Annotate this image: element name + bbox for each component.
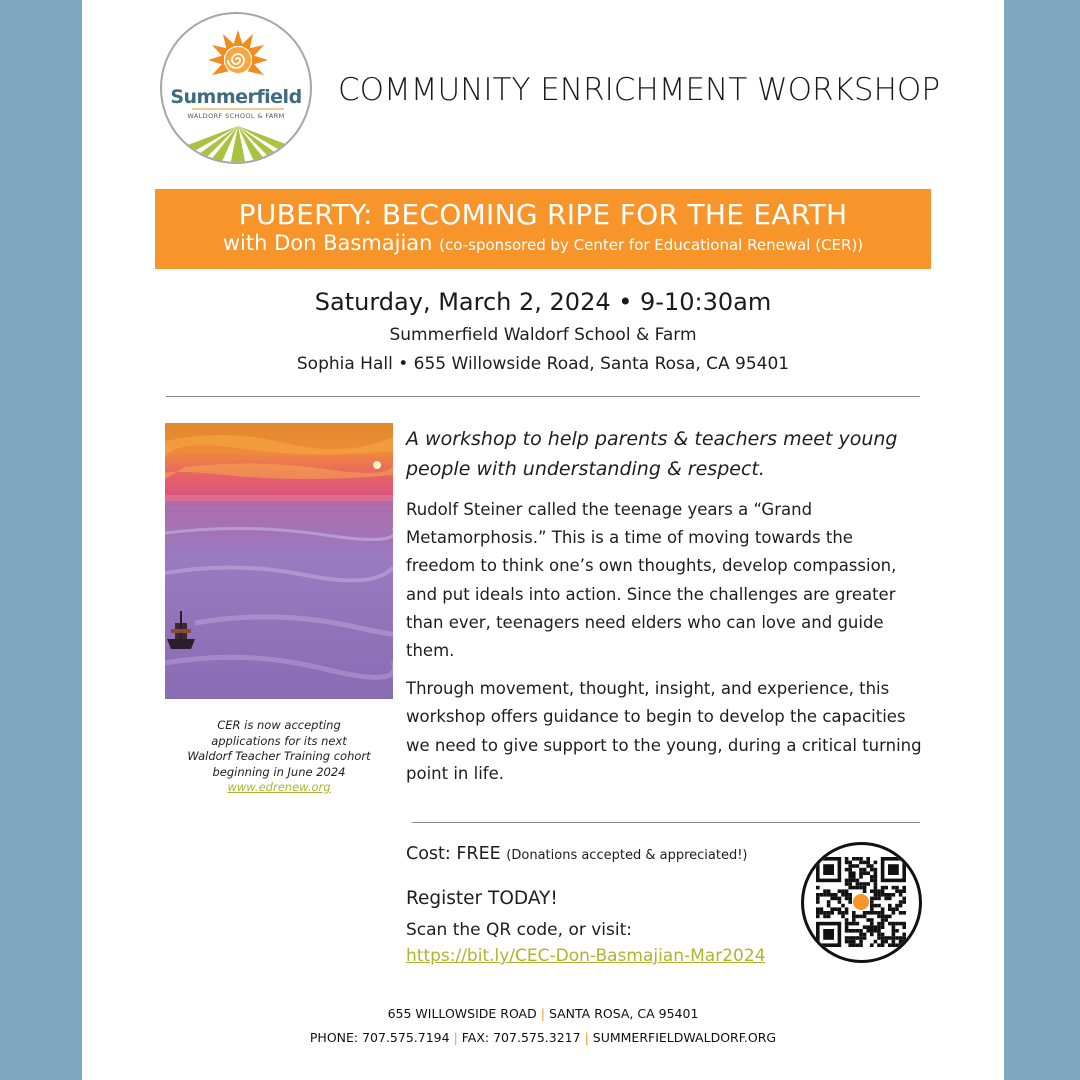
event-venue: Summerfield Waldorf School & Farm <box>389 325 697 345</box>
sunset-boat-image <box>165 423 393 699</box>
footer-website[interactable]: SUMMERFIELDWALDORF.ORG <box>592 1030 777 1045</box>
caption-line: beginning in June 2024 <box>212 764 346 779</box>
logo-subtitle: WALDORF SCHOOL & FARM <box>187 112 285 120</box>
footer-fax: FAX: 707.575.3217 <box>461 1030 581 1045</box>
footer-separator: | <box>584 1030 589 1045</box>
description-paragraph-2: Through movement, thought, insight, and experience, this workshop offers guidance to begin to develop the capacities we need to give support to the young, during a critical turning point in life. <box>406 679 922 783</box>
divider <box>166 396 920 397</box>
presenter: with Don Basmajian <box>222 231 433 255</box>
qr-code[interactable] <box>801 842 922 963</box>
workshop-banner <box>155 189 931 269</box>
event-date-time: Saturday, March 2, 2024 • 9-10:30am <box>314 288 772 316</box>
cost-info <box>406 844 748 864</box>
sunset-painting <box>165 423 393 699</box>
footer-street: 655 WILLOWSIDE ROAD <box>387 1006 537 1021</box>
footer-phone: PHONE: 707.575.7194 <box>309 1030 450 1045</box>
registration-link[interactable]: https://bit.ly/CEC-Don-Basmajian-Mar2024 <box>406 946 766 966</box>
banner-subtitle <box>155 230 931 258</box>
footer-separator: | <box>540 1006 545 1021</box>
divider <box>412 822 920 823</box>
caption-line: CER is now accepting <box>217 718 341 732</box>
logo-name: Summerfield <box>170 86 302 108</box>
caption-line: applications for its next <box>211 733 347 748</box>
description <box>406 424 926 798</box>
cost-note: (Donations accepted & appreciated!) <box>506 848 748 863</box>
footer-address <box>82 1006 1004 1021</box>
cer-caption <box>165 718 393 796</box>
cost-label: Cost: FREE <box>406 844 501 864</box>
qr-code-icon <box>804 845 919 960</box>
flyer-page <box>82 0 1004 1080</box>
edrenew-link[interactable]: www.edrenew.org <box>227 780 331 794</box>
caption-line: Waldorf Teacher Training cohort <box>187 749 371 763</box>
description-paragraph-1: Rudolf Steiner called the teenage years a “Grand Metamorphosis.” This is a time of moving towards the freedom to think one’s own thoughts, develop compassion, and put ideals into action. Since the challenges are greater than ever, teenagers need elders who can love and guide them. <box>406 500 897 661</box>
workshop-title: PUBERTY: BECOMING RIPE FOR THE EARTH <box>238 198 848 231</box>
page-title: COMMUNITY ENRICHMENT WORKSHOP <box>338 72 941 108</box>
event-address: Sophia Hall • 655 Willowside Road, Santa Rosa, CA 95401 <box>296 354 790 374</box>
sponsor-note: (co-sponsored by Center for Educational Renewal (CER)) <box>439 236 864 254</box>
intro-statement: A workshop to help parents & teachers meet young people with understanding & respect. <box>406 428 898 480</box>
scan-instructions: Scan the QR code, or visit: <box>406 920 632 940</box>
footer-city: SANTA ROSA, CA 95401 <box>548 1006 699 1021</box>
footer-separator: | <box>453 1030 458 1045</box>
register-heading: Register TODAY! <box>406 888 558 909</box>
summerfield-logo <box>160 12 312 164</box>
footer-contact <box>82 1030 1004 1045</box>
